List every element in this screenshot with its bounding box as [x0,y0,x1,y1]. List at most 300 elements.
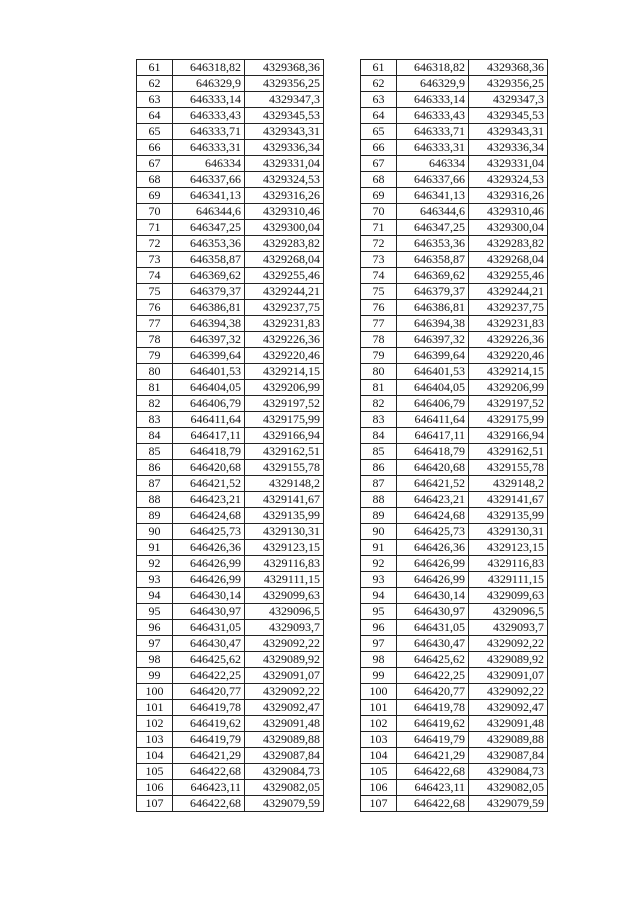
point-number-cell: 83 [361,412,397,428]
x-coordinate-cell: 646422,68 [397,764,469,780]
table-row [137,620,324,636]
y-coordinate-cell: 4329092,47 [469,700,548,716]
table-row [361,572,548,588]
y-coordinate-cell: 4329087,84 [245,748,324,764]
table-row [361,444,548,460]
point-number-cell: 92 [361,556,397,572]
table-row [137,92,324,108]
y-coordinate-cell: 4329099,63 [245,588,324,604]
point-number-cell: 67 [361,156,397,172]
table-row [137,140,324,156]
table-row [137,428,324,444]
table-row [137,188,324,204]
table-row [137,668,324,684]
x-coordinate-cell: 646423,21 [397,492,469,508]
x-coordinate-cell: 646431,05 [397,620,469,636]
y-coordinate-cell: 4329111,15 [469,572,548,588]
point-number-cell: 78 [361,332,397,348]
y-coordinate-cell: 4329300,04 [469,220,548,236]
table-row [137,508,324,524]
x-coordinate-cell: 646420,77 [397,684,469,700]
point-number-cell: 102 [137,716,173,732]
x-coordinate-cell: 646404,05 [397,380,469,396]
x-coordinate-cell: 646404,05 [173,380,245,396]
point-number-cell: 64 [361,108,397,124]
x-coordinate-cell: 646424,68 [397,508,469,524]
y-coordinate-cell: 4329082,05 [469,780,548,796]
point-number-cell: 99 [137,668,173,684]
table-row [137,380,324,396]
y-coordinate-cell: 4329141,67 [469,492,548,508]
x-coordinate-cell: 646424,68 [173,508,245,524]
x-coordinate-cell: 646411,64 [173,412,245,428]
x-coordinate-cell: 646333,71 [173,124,245,140]
x-coordinate-cell: 646420,68 [397,460,469,476]
y-coordinate-cell: 4329324,53 [469,172,548,188]
y-coordinate-cell: 4329155,78 [469,460,548,476]
point-number-cell: 94 [361,588,397,604]
x-coordinate-cell: 646347,25 [397,220,469,236]
point-number-cell: 63 [361,92,397,108]
x-coordinate-cell: 646411,64 [397,412,469,428]
point-number-cell: 95 [137,604,173,620]
y-coordinate-cell: 4329343,31 [469,124,548,140]
table-row [137,156,324,172]
table-row [361,92,548,108]
table-row [137,252,324,268]
y-coordinate-cell: 4329089,92 [245,652,324,668]
x-coordinate-cell: 646406,79 [173,396,245,412]
y-coordinate-cell: 4329345,53 [245,108,324,124]
table-row [361,396,548,412]
table-row [361,428,548,444]
y-coordinate-cell: 4329255,46 [469,268,548,284]
table-row [361,204,548,220]
y-coordinate-cell: 4329231,83 [245,316,324,332]
y-coordinate-cell: 4329316,26 [245,188,324,204]
table-row [137,332,324,348]
y-coordinate-cell: 4329093,7 [469,620,548,636]
x-coordinate-cell: 646329,9 [173,76,245,92]
y-coordinate-cell: 4329356,25 [245,76,324,92]
x-coordinate-cell: 646422,25 [397,668,469,684]
x-coordinate-cell: 646421,52 [397,476,469,492]
table-row [361,668,548,684]
y-coordinate-cell: 4329148,2 [245,476,324,492]
x-coordinate-cell: 646334 [397,156,469,172]
x-coordinate-cell: 646430,14 [397,588,469,604]
x-coordinate-cell: 646333,31 [173,140,245,156]
x-coordinate-cell: 646430,47 [173,636,245,652]
y-coordinate-cell: 4329343,31 [245,124,324,140]
x-coordinate-cell: 646333,31 [397,140,469,156]
x-coordinate-cell: 646358,87 [173,252,245,268]
y-coordinate-cell: 4329345,53 [469,108,548,124]
point-number-cell: 77 [361,316,397,332]
point-number-cell: 69 [361,188,397,204]
point-number-cell: 77 [137,316,173,332]
x-coordinate-cell: 646421,29 [173,748,245,764]
point-number-cell: 84 [361,428,397,444]
table-row [361,156,548,172]
y-coordinate-cell: 4329162,51 [245,444,324,460]
y-coordinate-cell: 4329368,36 [469,60,548,76]
table-row [361,76,548,92]
table-row [361,124,548,140]
x-coordinate-cell: 646386,81 [173,300,245,316]
y-coordinate-cell: 4329092,22 [245,636,324,652]
x-coordinate-cell: 646430,97 [397,604,469,620]
table-row [361,380,548,396]
y-coordinate-cell: 4329116,83 [469,556,548,572]
coordinate-table-body [137,60,324,812]
x-coordinate-cell: 646397,32 [173,332,245,348]
x-coordinate-cell: 646329,9 [397,76,469,92]
point-number-cell: 85 [361,444,397,460]
x-coordinate-cell: 646394,38 [397,316,469,332]
point-number-cell: 81 [361,380,397,396]
y-coordinate-cell: 4329255,46 [245,268,324,284]
point-number-cell: 69 [137,188,173,204]
y-coordinate-cell: 4329175,99 [469,412,548,428]
table-row [361,188,548,204]
table-row [361,604,548,620]
x-coordinate-cell: 646333,14 [397,92,469,108]
point-number-cell: 97 [361,636,397,652]
x-coordinate-cell: 646406,79 [397,396,469,412]
coordinate-table-body [361,60,548,812]
y-coordinate-cell: 4329324,53 [245,172,324,188]
table-row [361,492,548,508]
x-coordinate-cell: 646422,68 [173,764,245,780]
x-coordinate-cell: 646341,13 [397,188,469,204]
y-coordinate-cell: 4329096,5 [245,604,324,620]
table-row [137,220,324,236]
point-number-cell: 100 [361,684,397,700]
x-coordinate-cell: 646420,77 [173,684,245,700]
table-row [361,652,548,668]
y-coordinate-cell: 4329089,92 [469,652,548,668]
point-number-cell: 61 [137,60,173,76]
y-coordinate-cell: 4329356,25 [469,76,548,92]
point-number-cell: 102 [361,716,397,732]
table-row [361,588,548,604]
point-number-cell: 88 [137,492,173,508]
point-number-cell: 79 [361,348,397,364]
y-coordinate-cell: 4329175,99 [245,412,324,428]
point-number-cell: 71 [137,220,173,236]
table-row [361,284,548,300]
y-coordinate-cell: 4329244,21 [469,284,548,300]
point-number-cell: 75 [137,284,173,300]
y-coordinate-cell: 4329283,82 [469,236,548,252]
x-coordinate-cell: 646379,37 [173,284,245,300]
point-number-cell: 63 [137,92,173,108]
point-number-cell: 73 [137,252,173,268]
table-row [137,60,324,76]
table-row [361,508,548,524]
x-coordinate-cell: 646337,66 [397,172,469,188]
point-number-cell: 75 [361,284,397,300]
point-number-cell: 65 [137,124,173,140]
y-coordinate-cell: 4329082,05 [245,780,324,796]
y-coordinate-cell: 4329135,99 [245,508,324,524]
y-coordinate-cell: 4329300,04 [245,220,324,236]
table-row [361,476,548,492]
coordinate-table-right [360,59,548,812]
x-coordinate-cell: 646426,36 [173,540,245,556]
point-number-cell: 72 [137,236,173,252]
table-row [361,748,548,764]
y-coordinate-cell: 4329087,84 [469,748,548,764]
x-coordinate-cell: 646430,14 [173,588,245,604]
y-coordinate-cell: 4329130,31 [245,524,324,540]
x-coordinate-cell: 646423,21 [173,492,245,508]
table-row [137,796,324,812]
y-coordinate-cell: 4329084,73 [469,764,548,780]
y-coordinate-cell: 4329310,46 [469,204,548,220]
table-row [137,524,324,540]
x-coordinate-cell: 646333,43 [173,108,245,124]
x-coordinate-cell: 646353,36 [397,236,469,252]
point-number-cell: 94 [137,588,173,604]
point-number-cell: 81 [137,380,173,396]
y-coordinate-cell: 4329089,88 [245,732,324,748]
x-coordinate-cell: 646419,62 [173,716,245,732]
x-coordinate-cell: 646341,13 [173,188,245,204]
point-number-cell: 74 [137,268,173,284]
x-coordinate-cell: 646318,82 [173,60,245,76]
point-number-cell: 66 [137,140,173,156]
y-coordinate-cell: 4329079,59 [245,796,324,812]
table-row [361,460,548,476]
table-row [361,764,548,780]
point-number-cell: 78 [137,332,173,348]
y-coordinate-cell: 4329091,07 [469,668,548,684]
x-coordinate-cell: 646422,68 [173,796,245,812]
x-coordinate-cell: 646337,66 [173,172,245,188]
point-number-cell: 101 [137,700,173,716]
y-coordinate-cell: 4329206,99 [245,380,324,396]
table-row [137,556,324,572]
table-row [137,348,324,364]
point-number-cell: 86 [361,460,397,476]
point-number-cell: 70 [137,204,173,220]
point-number-cell: 74 [361,268,397,284]
x-coordinate-cell: 646425,62 [173,652,245,668]
y-coordinate-cell: 4329089,88 [469,732,548,748]
y-coordinate-cell: 4329244,21 [245,284,324,300]
point-number-cell: 100 [137,684,173,700]
table-row [137,476,324,492]
x-coordinate-cell: 646419,78 [397,700,469,716]
x-coordinate-cell: 646422,68 [397,796,469,812]
point-number-cell: 72 [361,236,397,252]
x-coordinate-cell: 646418,79 [397,444,469,460]
point-number-cell: 101 [361,700,397,716]
table-row [137,748,324,764]
point-number-cell: 93 [137,572,173,588]
point-number-cell: 90 [361,524,397,540]
x-coordinate-cell: 646422,25 [173,668,245,684]
y-coordinate-cell: 4329197,52 [245,396,324,412]
y-coordinate-cell: 4329331,04 [469,156,548,172]
point-number-cell: 106 [137,780,173,796]
table-row [137,636,324,652]
x-coordinate-cell: 646426,99 [397,572,469,588]
y-coordinate-cell: 4329155,78 [245,460,324,476]
table-row [361,236,548,252]
y-coordinate-cell: 4329148,2 [469,476,548,492]
table-row [361,684,548,700]
point-number-cell: 99 [361,668,397,684]
point-number-cell: 107 [137,796,173,812]
point-number-cell: 71 [361,220,397,236]
x-coordinate-cell: 646430,47 [397,636,469,652]
point-number-cell: 82 [137,396,173,412]
point-number-cell: 89 [361,508,397,524]
x-coordinate-cell: 646379,37 [397,284,469,300]
table-row [137,124,324,140]
y-coordinate-cell: 4329310,46 [245,204,324,220]
table-row [361,540,548,556]
y-coordinate-cell: 4329226,36 [245,332,324,348]
point-number-cell: 95 [361,604,397,620]
table-row [137,284,324,300]
x-coordinate-cell: 646399,64 [397,348,469,364]
point-number-cell: 61 [361,60,397,76]
table-row [137,572,324,588]
x-coordinate-cell: 646333,71 [397,124,469,140]
table-row [361,364,548,380]
x-coordinate-cell: 646431,05 [173,620,245,636]
point-number-cell: 68 [361,172,397,188]
table-row [137,76,324,92]
y-coordinate-cell: 4329206,99 [469,380,548,396]
x-coordinate-cell: 646423,11 [397,780,469,796]
x-coordinate-cell: 646347,25 [173,220,245,236]
table-row [361,60,548,76]
y-coordinate-cell: 4329331,04 [245,156,324,172]
table-row [361,700,548,716]
table-row [137,204,324,220]
point-number-cell: 83 [137,412,173,428]
table-row [137,604,324,620]
table-row [137,732,324,748]
y-coordinate-cell: 4329099,63 [469,588,548,604]
y-coordinate-cell: 4329336,34 [245,140,324,156]
point-number-cell: 106 [361,780,397,796]
x-coordinate-cell: 646333,43 [397,108,469,124]
y-coordinate-cell: 4329079,59 [469,796,548,812]
y-coordinate-cell: 4329091,48 [469,716,548,732]
x-coordinate-cell: 646353,36 [173,236,245,252]
point-number-cell: 93 [361,572,397,588]
x-coordinate-cell: 646425,73 [173,524,245,540]
point-number-cell: 76 [137,300,173,316]
point-number-cell: 80 [137,364,173,380]
y-coordinate-cell: 4329092,22 [469,636,548,652]
y-coordinate-cell: 4329130,31 [469,524,548,540]
y-coordinate-cell: 4329092,22 [245,684,324,700]
coordinate-table-left [136,59,324,812]
point-number-cell: 89 [137,508,173,524]
point-number-cell: 105 [137,764,173,780]
table-row [361,268,548,284]
point-number-cell: 68 [137,172,173,188]
x-coordinate-cell: 646419,79 [173,732,245,748]
x-coordinate-cell: 646421,29 [397,748,469,764]
point-number-cell: 91 [361,540,397,556]
y-coordinate-cell: 4329214,15 [245,364,324,380]
point-number-cell: 86 [137,460,173,476]
table-row [137,460,324,476]
table-row [361,220,548,236]
table-row [137,316,324,332]
point-number-cell: 105 [361,764,397,780]
y-coordinate-cell: 4329268,04 [469,252,548,268]
y-coordinate-cell: 4329197,52 [469,396,548,412]
y-coordinate-cell: 4329084,73 [245,764,324,780]
x-coordinate-cell: 646399,64 [173,348,245,364]
table-row [137,364,324,380]
y-coordinate-cell: 4329237,75 [245,300,324,316]
table-row [137,684,324,700]
table-row [137,300,324,316]
point-number-cell: 107 [361,796,397,812]
x-coordinate-cell: 646318,82 [397,60,469,76]
point-number-cell: 103 [137,732,173,748]
point-number-cell: 73 [361,252,397,268]
y-coordinate-cell: 4329123,15 [469,540,548,556]
x-coordinate-cell: 646426,36 [397,540,469,556]
table-row [361,108,548,124]
point-number-cell: 62 [361,76,397,92]
x-coordinate-cell: 646418,79 [173,444,245,460]
table-row [137,444,324,460]
x-coordinate-cell: 646426,99 [173,556,245,572]
table-row [137,780,324,796]
y-coordinate-cell: 4329347,3 [245,92,324,108]
table-row [361,412,548,428]
table-row [137,396,324,412]
x-coordinate-cell: 646420,68 [173,460,245,476]
point-number-cell: 80 [361,364,397,380]
point-number-cell: 76 [361,300,397,316]
table-row [137,492,324,508]
y-coordinate-cell: 4329123,15 [245,540,324,556]
x-coordinate-cell: 646426,99 [173,572,245,588]
point-number-cell: 67 [137,156,173,172]
x-coordinate-cell: 646419,78 [173,700,245,716]
table-row [361,620,548,636]
x-coordinate-cell: 646417,11 [397,428,469,444]
y-coordinate-cell: 4329336,34 [469,140,548,156]
table-row [361,140,548,156]
table-row [137,172,324,188]
x-coordinate-cell: 646423,11 [173,780,245,796]
y-coordinate-cell: 4329226,36 [469,332,548,348]
point-number-cell: 70 [361,204,397,220]
table-row [361,316,548,332]
x-coordinate-cell: 646426,99 [397,556,469,572]
x-coordinate-cell: 646419,79 [397,732,469,748]
point-number-cell: 65 [361,124,397,140]
table-row [137,268,324,284]
y-coordinate-cell: 4329316,26 [469,188,548,204]
point-number-cell: 104 [361,748,397,764]
table-row [137,412,324,428]
